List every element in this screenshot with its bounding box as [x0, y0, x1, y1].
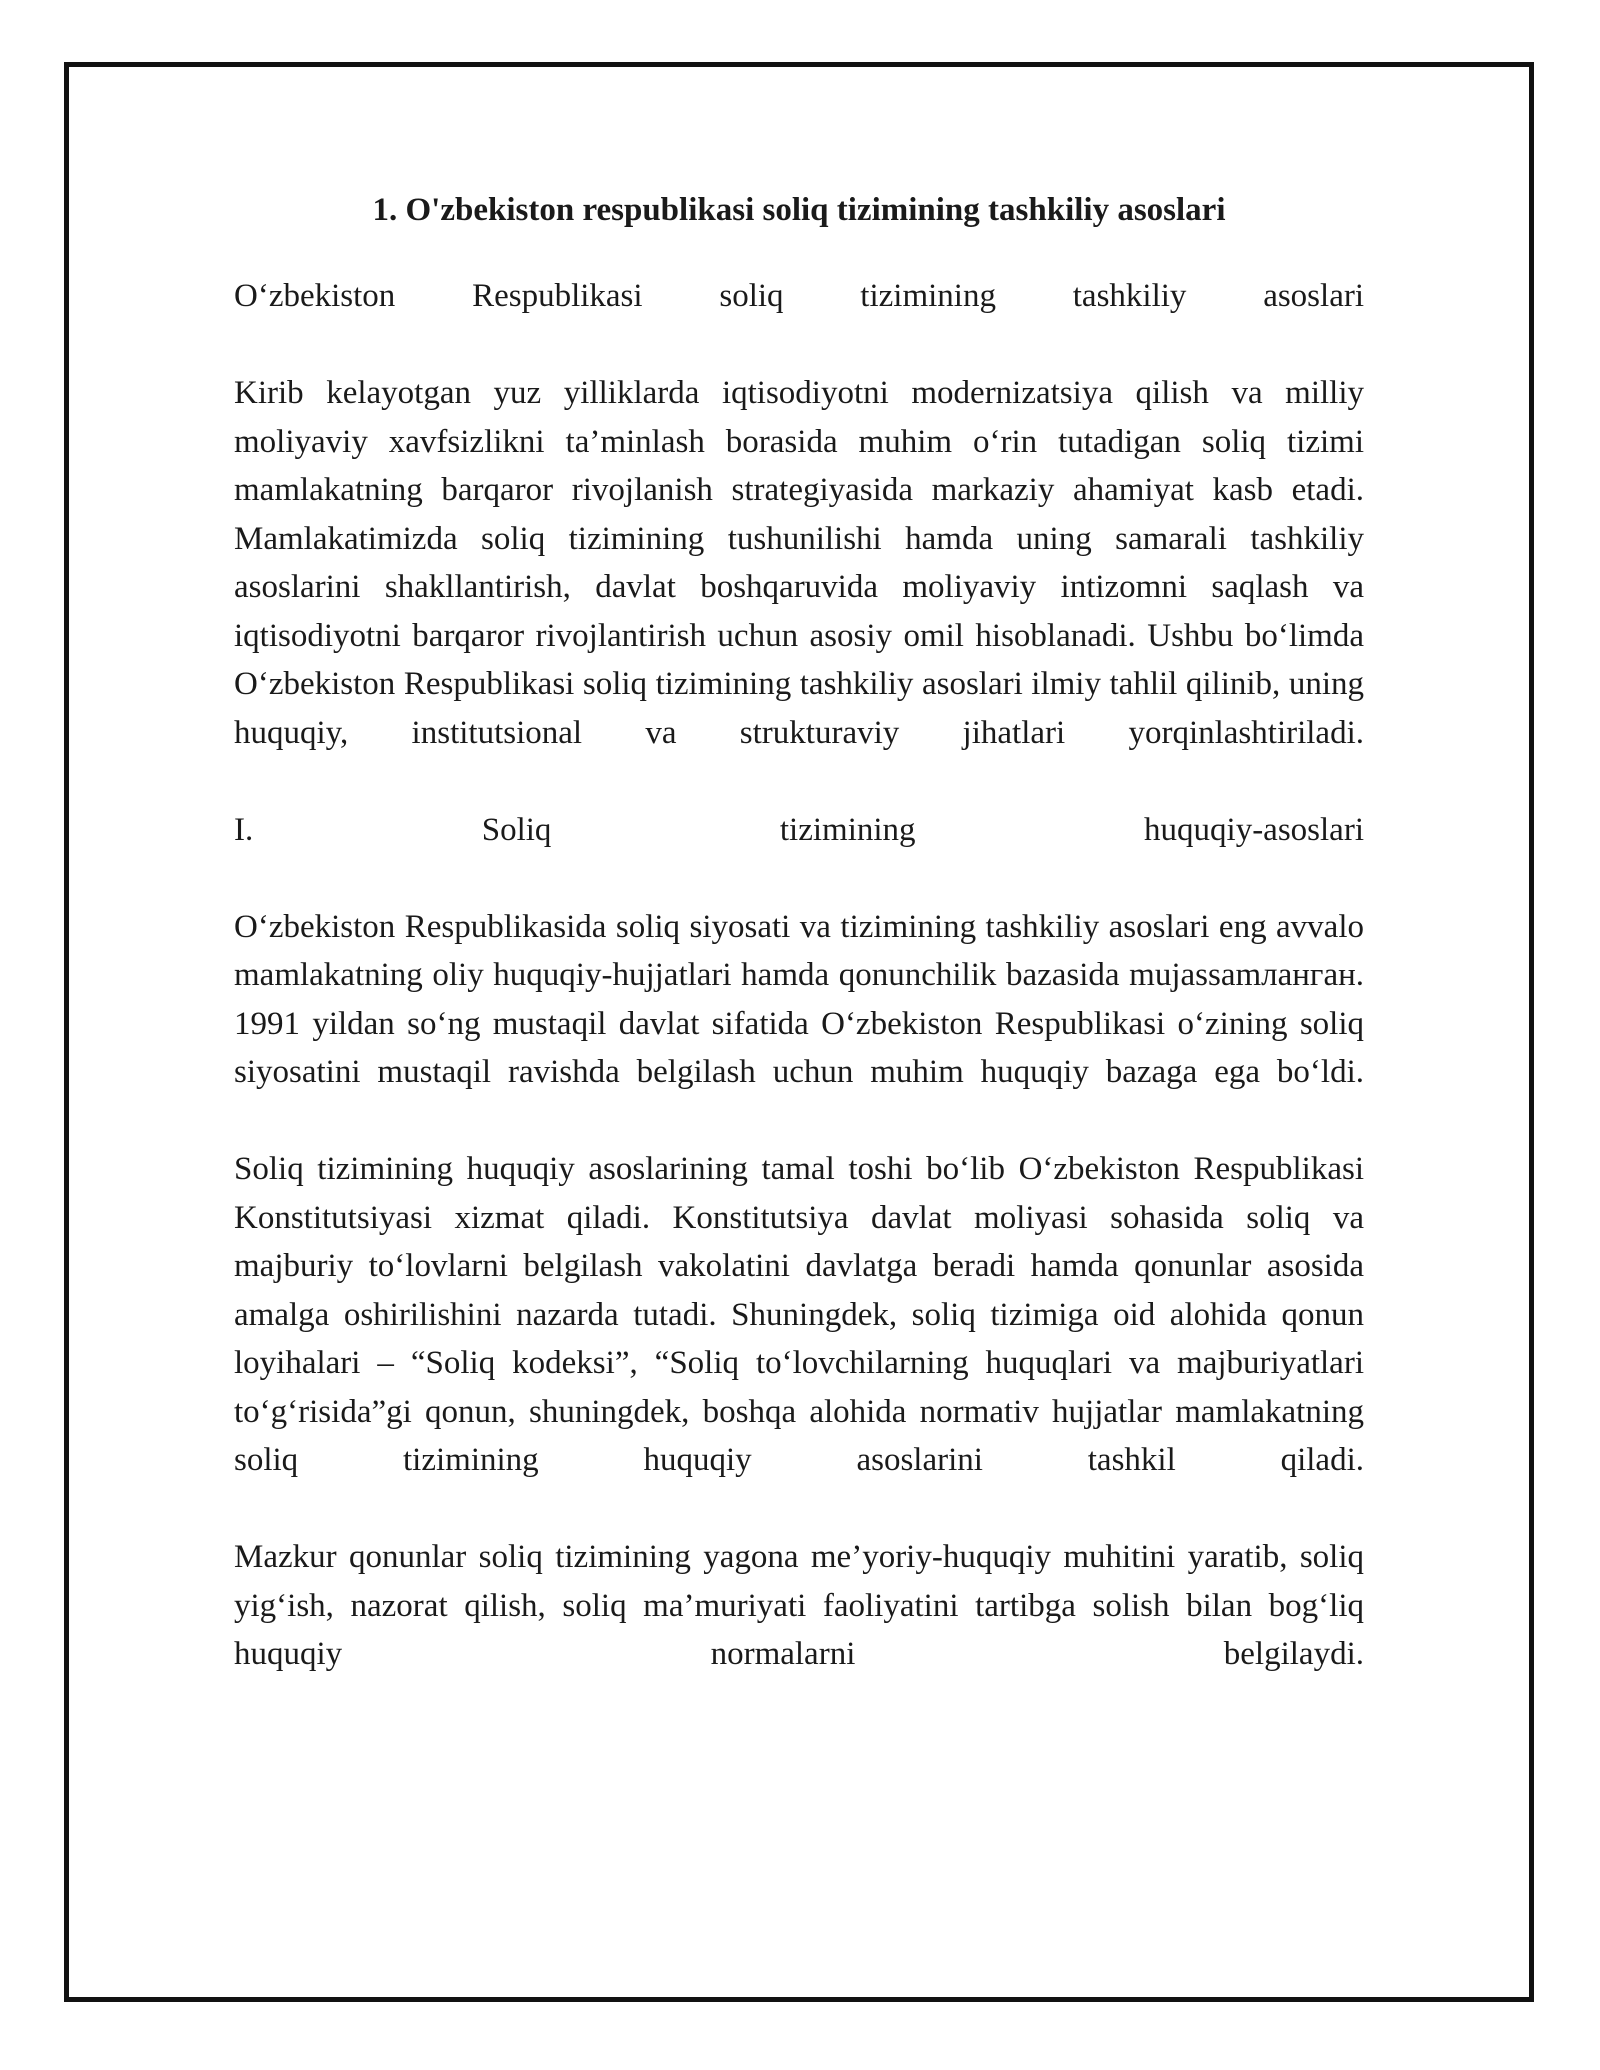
document-body	[234, 180, 1364, 1727]
paragraph-intro: Kirib kelayotgan yuz yilliklarda iqtisodiyotni modernizatsiya qilish va milliy moliyaviy xavfsizlikni ta’minlash borasida muhim o‘rin tutadigan soliq tizimi mamlakatning barqaror rivojlanish strategiyasida markaziy ahamiyat kasb etadi. Mamlakatimizda soliq tizimining tushunilishi hamda uning samarali tashkiliy asoslarini shakllantirish, davlat boshqaruvida moliyaviy intizomni saqlash va iqtisodiyotni barqaror rivojlantirish uchun asosiy omil hisoblanadi. Ushbu bo‘limda O‘zbekiston Respublikasi soliq tizimining tashkiliy asoslari ilmiy tahlil qilinib, uning huquqiy, institutsional va strukturaviy jihatlari yorqinlashtiriladi.	[234, 375, 1364, 751]
document-title: 1. O'zbekiston respublikasi soliq tizimining tashkiliy asoslari	[372, 192, 1226, 228]
section-heading-legal-basis: I. Soliq tizimining huquqiy-asoslari	[234, 811, 1364, 848]
paragraph-legal-basis: O‘zbekiston Respublikasida soliq siyosati va tizimining tashkiliy asoslari eng avvalo mamlakatning oliy huquqiy-hujjatlari hamda qonunchilik bazasida mujassamланган. 1991 yildan so‘ng mustaqil davlat sifatida O‘zbekiston Respublikasi o‘zining soliq siyosatini mustaqil ravishda belgilash uchun muhim huquqiy bazaga ega bo‘ldi.	[234, 908, 1364, 1090]
paragraph-subtitle: O‘zbekiston Respublikasi soliq tizimining tashkiliy asoslari	[234, 278, 1364, 314]
paragraph-constitution: Soliq tizimining huquqiy asoslarining tamal toshi bo‘lib O‘zbekiston Respublikasi Konstitutsiyasi xizmat qiladi. Konstitutsiya davlat moliyasi sohasida soliq va majburiy to‘lovlarni belgilash vakolatini davlatga beradi hamda qonunlar asosida amalga oshirilishini nazarda tutadi. Shuningdek, soliq tizimiga oid alohida qonun loyihalari – “Soliq kodeksi”, “Soliq to‘lovchilarning huquqlari va majburiyatlari to‘g‘risida”gi qonun, shuningdek, boshqa alohida normativ hujjatlar mamlakatning soliq tizimining huquqiy asoslarini tashkil qiladi.	[234, 1151, 1364, 1478]
paragraph-laws: Mazkur qonunlar soliq tizimining yagona me’yoriy-huquqiy muhitini yaratib, soliq yig‘ish, nazorat qilish, soliq ma’muriyati faoliyatini tartibga solish bilan bog‘liq huquqiy normalarni belgilaydi.	[234, 1539, 1364, 1672]
